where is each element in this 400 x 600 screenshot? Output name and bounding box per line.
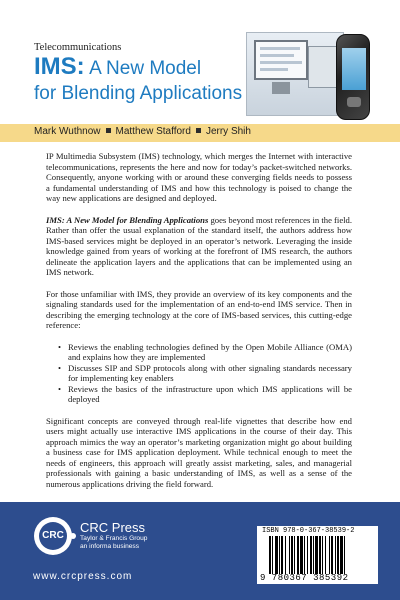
barcode-panel [257,526,378,584]
barcode-bar [269,536,271,574]
publisher-name: CRC Press [80,520,146,535]
logo-text: CRC [39,522,67,550]
list-item: • Reviews the enabling technologies defined by the Open Mobile Alliance (OMA) and explains how they are implemented [58,342,352,363]
phone-key [347,97,361,107]
separator-square-icon [106,128,111,133]
barcode-bar [281,536,283,574]
author-name: Jerry Shih [205,126,251,137]
title-line2: for Blending Applications [34,83,243,104]
barcode-icon [269,536,369,574]
barcode-bar [325,536,326,574]
monitor-image [254,40,308,80]
book-title [34,55,254,106]
inline-book-title: IMS: A New Model for Blending Applications [46,214,209,225]
barcode-bar [291,536,293,574]
barcode-bar [331,536,333,574]
barcode-bar [310,536,312,574]
barcode-bar [300,536,303,574]
barcode-bar [319,536,321,574]
device-image [308,46,338,88]
barcode-bar [329,536,330,574]
list-item: • Discusses SIP and SDP protocols along with other signaling standards necessary for implementing key enablers [58,363,352,384]
monitor-stand [272,82,290,94]
feature-list [58,342,352,405]
monitor-row [260,61,302,64]
author-name: Mark Wuthnow [34,126,101,137]
barcode-bar [275,536,278,574]
phone-image [336,34,370,120]
monitor-row [260,68,288,71]
cover-header [0,0,400,124]
subject-label: Telecommunications [34,42,122,53]
barcode-bar [335,536,336,574]
publisher-tagline: an informa business [80,543,140,550]
barcode-bar [340,536,343,574]
barcode-bar [322,536,323,574]
cover-photo [246,30,374,122]
barcode-bar [344,536,345,574]
back-cover-description [46,151,352,500]
logo-dot [70,533,76,539]
separator-square-icon [196,128,201,133]
monitor-row [260,47,300,50]
barcode-bar [315,536,318,574]
paragraph-overview [46,215,352,278]
publisher-info [80,520,147,551]
isbn-text: ISBN 978-0-367-38539-2 [262,527,355,535]
barcode-bar [337,536,339,574]
paragraph-overview-text: goes beyond most references in the field. Rather than offer the usual explanation of the standard itself, the authors address how IMS-based services might be deployed in an operator’s network. Leveraging the inside knowledge gained from years of working at the forefront of IMS research, the authors delineate the application layers and the applications that can be implemented using an IMS network. [46,214,353,277]
barcode-bar [294,536,295,574]
author-name: Matthew Stafford [115,126,191,137]
barcode-bar [279,536,280,574]
barcode-bar [272,536,273,574]
barcode-bar [307,536,308,574]
crc-logo-icon [34,517,72,555]
barcode-number: 9 780367 385392 [260,573,349,583]
authors-band [0,124,400,142]
title-rest-line1: A New Model [89,58,202,79]
title-ims: IMS: [34,53,85,80]
publisher-website: www.crcpress.com [33,571,133,582]
authors-line [34,126,251,137]
monitor-row [260,54,294,57]
list-item: • Reviews the basics of the infrastructure upon which IMS applications will be deployed [58,384,352,405]
barcode-bar [304,536,305,574]
paragraph-components: For those unfamiliar with IMS, they provide an overview of its key components and the signaling standards used for the implementation of an end-to-end IMS service. Then in describing the emerging technology at the core of IMS-based services, this cutting-edge reference: [46,288,352,330]
paragraph-concepts: Significant concepts are conveyed through real-life vignettes that describe how end users might actually use interactive IMS applications in the course of their day. This approach mimics the way an operator’s marketing organization might go about building a business case for IMS application deployment. While technical enough to meet the needs of engineers, this approach will greatly assist marketing, sales, and managerial professionals with gaining a basic understanding of IMS, as well as a sense of the numerous applications driving the field forward. [46,415,352,489]
barcode-bar [297,536,299,574]
paragraph-intro: IP Multimedia Subsystem (IMS) technology, which merges the Internet with interactive telecommunications, represents the here and now for today’s packet-switched networks. Consequently, anyone working with or around these converging fields needs to possess a fundamental understanding of IMS and how this technology is poised to change the way new applications are designed and deployed. [46,151,352,203]
publisher-group: Taylor & Francis Group [80,535,148,542]
barcode-bar [289,536,290,574]
barcode-bar [313,536,314,574]
phone-screen [342,48,366,90]
barcode-bar [285,536,286,574]
